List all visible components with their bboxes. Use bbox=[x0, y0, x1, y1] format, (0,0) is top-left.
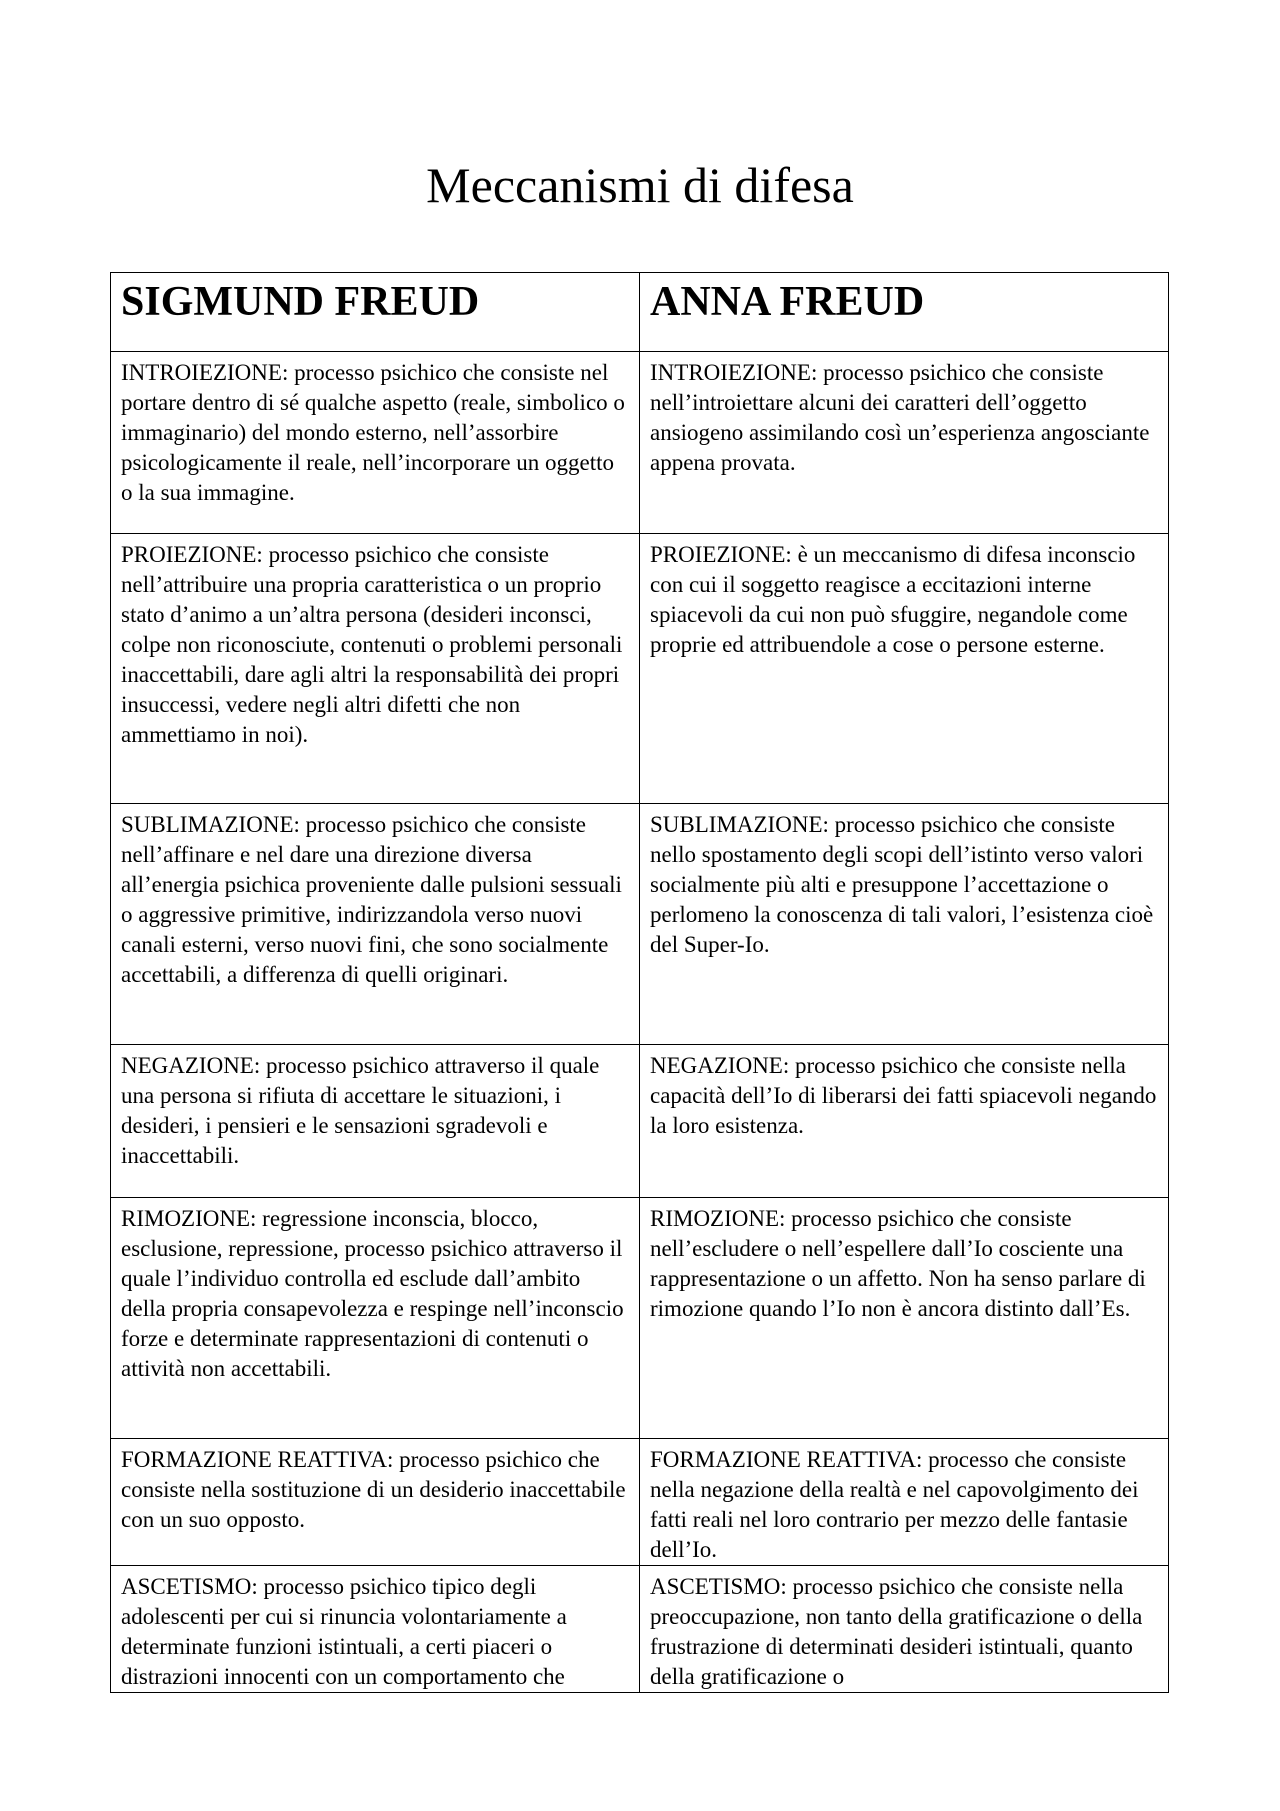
table-cell: SUBLIMAZIONE: processo psichico che consiste nell’affinare e nel dare una direzione diversa all’energia psichica proveniente dalle pulsioni sessuali o aggressive primitive, indirizzandola verso nuovi canali esterni, verso nuovi fini, che sono socialmente accettabili, a differenza di quelli originari. bbox=[111, 804, 640, 1045]
table-cell: INTROIEZIONE: processo psichico che consiste nell’introiettare alcuni dei caratteri dell’oggetto ansiogeno assimilando così un’esperienza angosciante appena provata. bbox=[640, 352, 1169, 534]
table-cell: NEGAZIONE: processo psichico che consiste nella capacità dell’Io di liberarsi dei fatti spiacevoli negando la loro esistenza. bbox=[640, 1045, 1169, 1198]
table-row-introiezione bbox=[111, 352, 1169, 534]
table-cell: INTROIEZIONE: processo psichico che consiste nel portare dentro di sé qualche aspetto (reale, simbolico o immaginario) del mondo esterno, nell’assorbire psicologicamente il reale, nell’incorporare un oggetto o la sua immagine. bbox=[111, 352, 640, 534]
table-cell: RIMOZIONE: processo psichico che consiste nell’escludere o nell’espellere dall’Io cosciente una rappresentazione o un affetto. Non ha senso parlare di rimozione quando l’Io non è ancora distinto dall’Es. bbox=[640, 1198, 1169, 1439]
defense-mechanisms-table bbox=[110, 272, 1169, 1693]
table-cell: ASCETISMO: processo psichico tipico degli adolescenti per cui si rinuncia volontariamente a determinate funzioni istintuali, a certi piaceri o distrazioni innocenti con un comportamento che bbox=[111, 1566, 640, 1693]
table-cell: PROIEZIONE: è un meccanismo di difesa inconscio con cui il soggetto reagisce a eccitazioni interne spiacevoli da cui non può sfuggire, negandole come proprie ed attribuendole a cose o persone esterne. bbox=[640, 534, 1169, 804]
table-header-row bbox=[111, 273, 1169, 352]
table-row-proiezione bbox=[111, 534, 1169, 804]
table-cell: SUBLIMAZIONE: processo psichico che consiste nello spostamento degli scopi dell’istinto verso valori socialmente più alti e presuppone l’accettazione o perlomeno la conoscenza di tali valori, l’esistenza cioè del Super-Io. bbox=[640, 804, 1169, 1045]
table-row-sublimazione bbox=[111, 804, 1169, 1045]
table-row-ascetismo bbox=[111, 1566, 1169, 1693]
table-row-formazione-reattiva bbox=[111, 1439, 1169, 1566]
column-header-anna-freud: ANNA FREUD bbox=[640, 273, 1169, 352]
table-row-rimozione bbox=[111, 1198, 1169, 1439]
table-cell: NEGAZIONE: processo psichico attraverso il quale una persona si rifiuta di accettare le situazioni, i desideri, i pensieri e le sensazioni sgradevoli e inaccettabili. bbox=[111, 1045, 640, 1198]
table-cell: PROIEZIONE: processo psichico che consiste nell’attribuire una propria caratteristica o un proprio stato d’animo a un’altra persona (desideri inconsci, colpe non riconosciute, contenuti o problemi personali inaccettabili, dare agli altri la responsabilità dei propri insuccessi, vedere negli altri difetti che non ammettiamo in noi). bbox=[111, 534, 640, 804]
table-cell: RIMOZIONE: regressione inconscia, blocco, esclusione, repressione, processo psichico attraverso il quale l’individuo controlla ed esclude dall’ambito della propria consapevolezza e respinge nell’inconscio forze e determinate rappresentazioni di contenuti o attività non accettabili. bbox=[111, 1198, 640, 1439]
table-cell: FORMAZIONE REATTIVA: processo psichico che consiste nella sostituzione di un desiderio inaccettabile con un suo opposto. bbox=[111, 1439, 640, 1566]
column-header-sigmund-freud: SIGMUND FREUD bbox=[111, 273, 640, 352]
table-row-negazione bbox=[111, 1045, 1169, 1198]
table-cell: FORMAZIONE REATTIVA: processo che consiste nella negazione della realtà e nel capovolgimento dei fatti reali nel loro contrario per mezzo delle fantasie dell’Io. bbox=[640, 1439, 1169, 1566]
page-title: Meccanismi di difesa bbox=[426, 157, 854, 213]
table-cell: ASCETISMO: processo psichico che consiste nella preoccupazione, non tanto della gratificazione o della frustrazione di determinati desideri istintuali, quanto della gratificazione o bbox=[640, 1566, 1169, 1693]
